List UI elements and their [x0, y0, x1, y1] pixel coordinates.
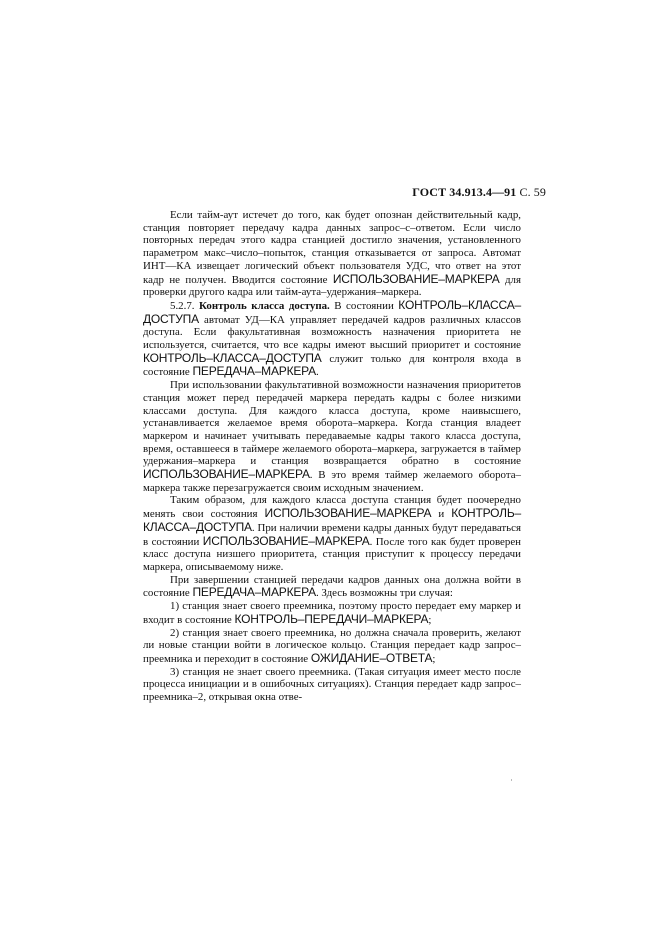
section-number: 5.2.7.	[170, 299, 200, 312]
text-run: . В это время таймер желаемого оборота–маркера также перезагружается своим исходным значением.	[143, 469, 521, 494]
text-run: .	[315, 366, 319, 379]
text-run: При завершении станцией передачи кадров данных она должна войти в состояние	[143, 573, 521, 600]
state-name: ПЕРЕДАЧА–МАРКЕРА	[192, 364, 316, 379]
paragraph	[143, 574, 521, 600]
text-run: ;	[432, 652, 436, 665]
text-run: В состоянии	[329, 299, 399, 312]
standard-number: ГОСТ 34.913.4—91	[412, 185, 517, 199]
list-item	[143, 600, 521, 626]
text-run: и	[431, 508, 452, 521]
text-run: ;	[428, 613, 432, 626]
page-number: С. 59	[519, 185, 546, 199]
text-run: 1) станция знает своего преемника, поэтому просто передает ему маркер и входит в состояние	[143, 600, 521, 626]
section-title: Контроль класса доступа.	[199, 299, 330, 312]
text-run: 2) станция знает своего преемника, но должна сначала проверить, желают ли новые станции войти в логическое кольцо. Станция передает кадр запрос–преемника и переходит в состояние	[143, 626, 521, 665]
state-name: ОЖИДАНИЕ–ОТВЕТА	[310, 650, 433, 665]
state-name: ИСПОЛЬЗОВАНИЕ–МАРКЕРА	[264, 506, 432, 521]
text-run: Если тайм-аут истечет до того, как будет опознан действительный кадр, станция повторяет передачу кадра данных запрос–с–ответом. Если число повторных передач этого кадра станцией достигло значения, установленного параметром макс–число–попыток, станция отказывается от запроса. Автомат ИНТ—КА извещает логический объект пользователя УДС, что ответ на этот кадр не получен. Вводится состояние	[143, 209, 521, 286]
state-name: КОНТРОЛЬ–КЛАССА–ДОСТУПА	[143, 506, 521, 534]
text-run: . Здесь возможны три случая:	[315, 587, 453, 600]
text-run: для проверки другого кадра или тайм-аута–удержания–маркера.	[143, 273, 521, 299]
state-name: ИСПОЛЬЗОВАНИЕ–МАРКЕРА	[332, 271, 500, 286]
text-run: При использовании факультативной возможности назначения приоритетов станция может перед передачей маркера передать кадры с более низкими классами доступа. Для каждого класса доступа, кроме наивысшего, устанавливается желаемое время оборота–маркера. Когда станция владеет маркером и начинает учитывать передаваемые кадры такого класса доступа, время, оставшееся в таймере желаемого оборота–маркера, загружается в таймер удержания–маркера и станция возвращается обратно в состояние	[143, 379, 521, 468]
state-name: ИСПОЛЬЗОВАНИЕ–МАРКЕРА	[202, 533, 370, 548]
text-run: автомат УД—КА управляет передачей кадров различных классов доступа. Если факультативная возможность назначения приоритета не используется, считается, что все кадры имеют высший приоритет и состояние	[143, 313, 521, 352]
paragraph	[143, 209, 521, 299]
text-run: Таким образом, для каждого класса доступа станция будет поочередно менять свои состояния	[143, 494, 521, 521]
paragraph	[143, 299, 521, 379]
text-run: служит только для контроля входа в состояние	[143, 352, 521, 379]
list-item	[143, 627, 521, 666]
paragraph	[143, 494, 521, 573]
state-name: КОНТРОЛЬ–КЛАССА–ДОСТУПА	[143, 350, 322, 365]
scan-speck	[511, 779, 512, 781]
paragraph	[143, 379, 521, 494]
page-header	[412, 185, 546, 200]
text-run: 3) станция не знает своего преемника. (Такая ситуация имеет место после процесса инициации и в ошибочных ситуациях). Станция передает кадр запрос–преемника–2, открывая окна отве-	[143, 665, 521, 704]
text-run: . При наличии времени кадры данных будут передаваться в состоянии	[143, 521, 521, 548]
document-body	[143, 209, 521, 704]
state-name: КОНТРОЛЬ–КЛАССА–ДОСТУПА	[143, 297, 521, 326]
text-run: . После того как будет проверен класс доступа низшего приоритета, станция приступит к процессу передачи маркера, описываемому ниже.	[143, 535, 521, 573]
list-item	[143, 666, 521, 704]
state-name: КОНТРОЛЬ–ПЕРЕДАЧИ–МАРКЕРА	[234, 611, 429, 626]
state-name: ИСПОЛЬЗОВАНИЕ–МАРКЕРА	[143, 467, 310, 482]
state-name: ПЕРЕДАЧА–МАРКЕРА	[192, 585, 316, 600]
